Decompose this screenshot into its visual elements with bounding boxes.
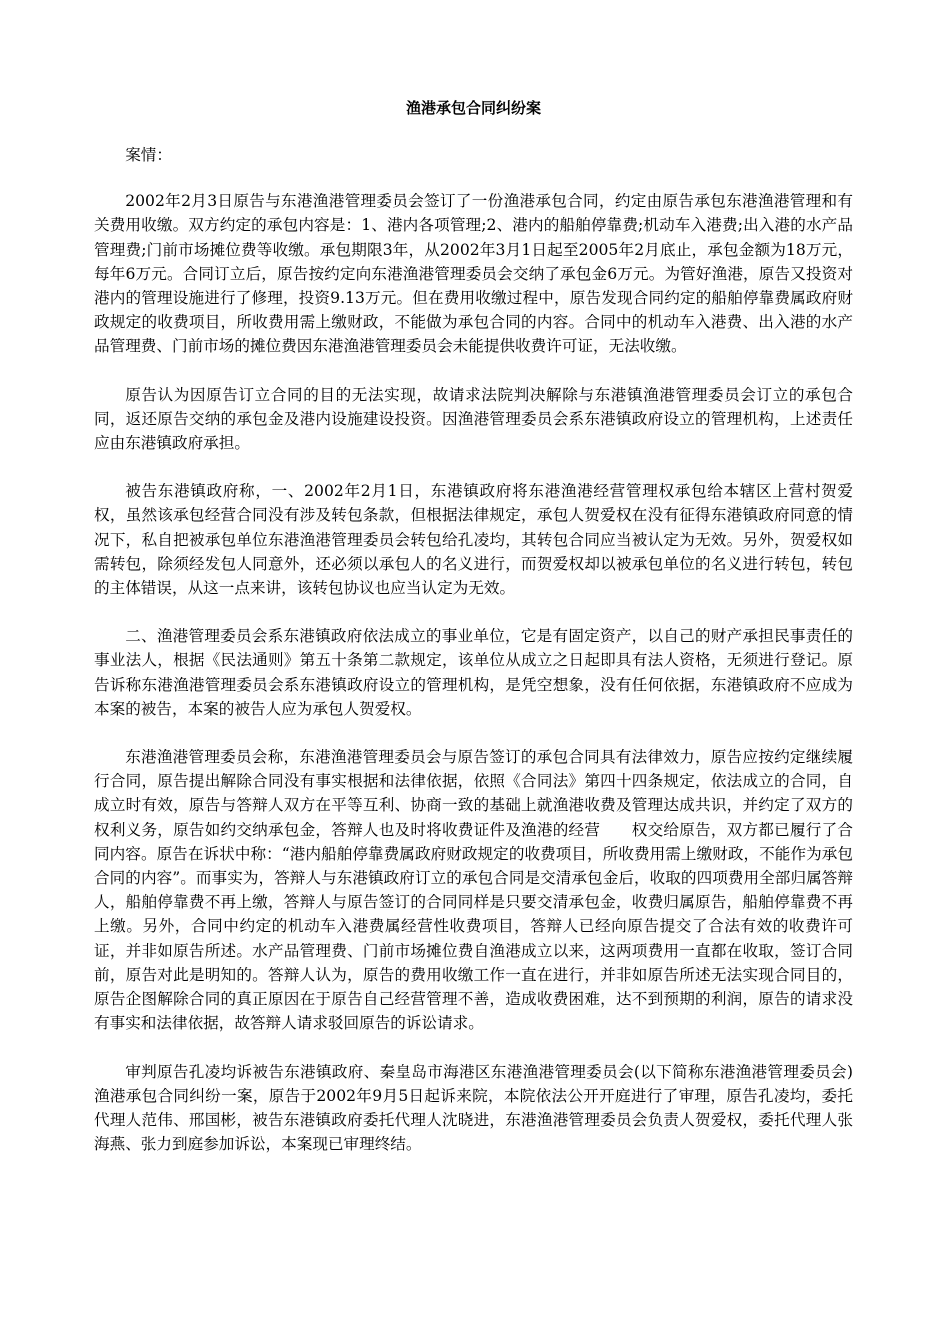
paragraph-contract-facts: 2002年2月3日原告与东港渔港管理委员会签订了一份渔港承包合同，约定由原告承包东港渔港管理和有关费用收缴。双方约定的承包内容是：1、港内各项管理;2、港内的船舶停靠费;机动车入港费;出入港的水产品管理费;门前市场摊位费等收缴。承包期限3年，从2002年3月1日起至2005年2月底止，承包金额为18万元，每年6万元。合同订立后，原告按约定向东港渔港管理委员会交纳了承包金6万元。为管好渔港，原告又投资对港内的管理设施进行了修理，投资9.13万元。但在费用收缴过程中，原告发现合同约定的船舶停靠费属政府财政规定的收费项目，所收费用需上缴财政，不能做为承包合同的内容。合同中的机动车入港费、出入港的水产品管理费、门前市场的摊位费因东港渔港管理委员会未能提供收费许可证，无法收缴。 bbox=[94, 192, 853, 356]
paragraph-defendant-gov-point-two: 二、渔港管理委员会系东港镇政府依法成立的事业单位，它是有固定资产，以自己的财产承担民事责任的事业法人，根据《民法通则》第五十条第二款规定，该单位从成立之日起即具有法人资格，无须进行登记。原告诉称东港渔港管理委员会系东港镇政府设立的管理机构，是凭空想象，没有任何依据，东港镇政府不应成为本案的被告，本案的被告人应为承包人贺爱权。 bbox=[94, 627, 853, 718]
document-title: 渔港承包合同纠纷案 bbox=[405, 99, 541, 117]
section-label-case-facts: 案情： bbox=[125, 146, 172, 164]
paragraph-trial-summary: 审判原告孔凌均诉被告东港镇政府、秦皇岛市海港区东港渔港管理委员会(以下简称东港渔港管理委员会)渔港承包合同纠纷一案，原告于2002年9月5日起诉来院，本院依法公开开庭进行了审理，原告孔凌均，委托代理人范伟、邢国彬，被告东港镇政府委托代理人沈晓进，东港渔港管理委员会负责人贺爱权，委托代理人张海燕、张力到庭参加诉讼，本案现已审理终结。 bbox=[94, 1062, 853, 1154]
paragraph-defendant-gov-point-one: 被告东港镇政府称，一、2002年2月1日，东港镇政府将东港渔港经营管理权承包给本辖区上营村贺爱权，虽然该承包经营合同没有涉及转包条款，但根据法律规定，承包人贺爱权在没有征得东港镇政府同意的情况下，私自把被承包单位东港渔港管理委员会转包给孔凌均，其转包合同应当被认定为无效。另外，贺爱权如需转包，除须经发包人同意外，还必须以承包人的名义进行，而贺爱权却以被承包单位的名义进行转包，转包的主体错误，从这一点来讲，该转包协议也应当认定为无效。 bbox=[94, 482, 853, 598]
paragraph-plaintiff-claim: 原告认为因原告订立合同的目的无法实现，故请求法院判决解除与东港镇渔港管理委员会订立的承包合同，返还原告交纳的承包金及港内设施建设投资。因渔港管理委员会系东港镇政府设立的管理机构，上述责任应由东港镇政府承担。 bbox=[94, 385, 853, 453]
document-page bbox=[94, 96, 853, 1180]
paragraph-committee-response: 东港渔港管理委员会称，东港渔港管理委员会与原告签订的承包合同具有法律效力，原告应按约定继续履行合同，原告提出解除合同没有事实根据和法律依据，依照《合同法》第四十四条规定，依法成立的合同，自成立时有效，原告与答辩人双方在平等互利、协商一致的基础上就渔港收费及管理达成共识，并约定了双方的权利义务，原告如约交纳承包金，答辩人也及时将收费证件及渔港的经营 权交给原告，双方都已履行了合同内容。原告在诉状中称：“港内船舶停靠费属政府财政规定的收费项目，所收费用需上缴财政，不能作为承包合同的内容”。而事实为，答辩人与东港镇政府订立的承包合同是交清承包金后，收取的四项费用全部归属答辩人，船舶停靠费不再上缴，答辩人与原告签订的合同同样是只要交清承包金，收费归属原告，船舶停靠费不再上缴。另外，合同中约定的机动车入港费属经营性收费项目，答辩人已经向原告提交了合法有效的收费许可证，并非如原告所述。水产品管理费、门前市场摊位费自渔港成立以来，这两项费用一直都在收取，签订合同前，原告对此是明知的。答辩人认为，原告的费用收缴工作一直在进行，并非如原告所述无法实现合同目的，原告企图解除合同的真正原因在于原告自己经营管理不善，造成收费困难，达不到预期的利润，原告的请求没有事实和法律依据，故答辩人请求驳回原告的诉讼请求。 bbox=[94, 748, 853, 1033]
